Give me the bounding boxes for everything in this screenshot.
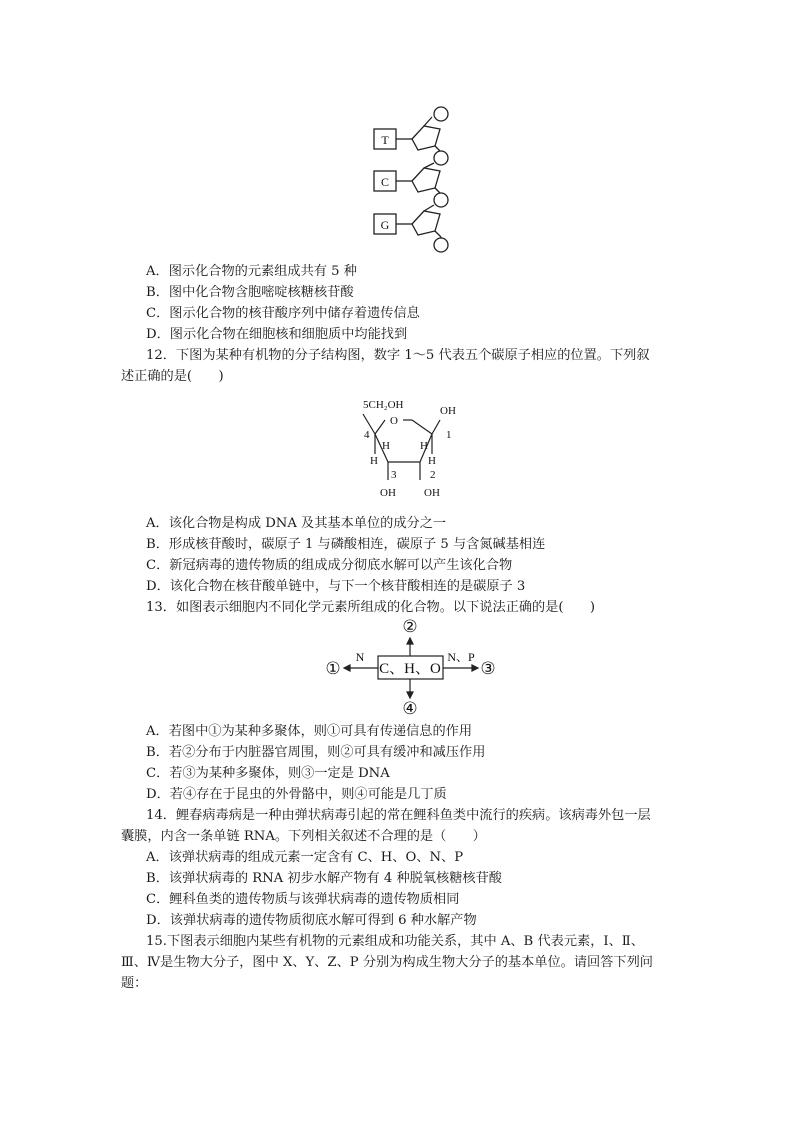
q13-stem: 13．如图表示细胞内不同化学元素所组成的化合物。以下说法正确的是( ) <box>146 600 596 615</box>
q15-text-line3: 题： <box>121 976 148 991</box>
q11-option-a: A．图示化合物的元素组成共有 5 种 <box>146 264 357 279</box>
oh-bottom-left-label: OH <box>380 487 396 499</box>
q14-stem: 14．鲤春病毒病是一种由弹状病毒引起的常在鲤科鱼类中流行的疾病。该病毒外包一层 <box>146 808 651 823</box>
element-compound-diagram <box>0 616 794 716</box>
ribose-structure-figure <box>0 392 794 512</box>
left-arrow-label: N <box>355 650 365 664</box>
q13-option-c: C．若③为某种多聚体，则③一定是 DNA <box>146 766 390 781</box>
center-elements-label: C、H、O <box>379 661 441 677</box>
nucleotide-unit-1 <box>374 107 448 155</box>
q11-option-c: C．图示化合物的核苷酸序列中储存着遗传信息 <box>146 306 420 321</box>
right-arrow-label: N、P <box>447 650 475 664</box>
q12-option-b: B．形成核苷酸时，碳原子 1 与磷酸相连，碳原子 5 与含氮碱基相连 <box>146 537 546 552</box>
base-label-1: T <box>381 133 389 147</box>
c2-label: 2 <box>430 469 436 481</box>
compound-3-number: ③ <box>480 659 496 678</box>
base-label-3: G <box>380 218 390 232</box>
q15-text-line1: 15.下图表示细胞内某些有机物的元素组成和功能关系，其中 A、B 代表元素，Ⅰ、Ⅱ、 <box>146 934 644 949</box>
q12-stem-cont: 述正确的是( ) <box>121 369 224 384</box>
c1-label: 1 <box>446 429 452 441</box>
c5-group-label: 5CH₂OH <box>363 399 404 411</box>
h-inner-right-label: H <box>420 440 428 452</box>
ring-oxygen-label: O <box>390 415 398 427</box>
q14-option-d: D．该弹状病毒的遗传物质彻底水解可得到 6 种水解产物 <box>146 913 477 928</box>
compound-2-number: ② <box>402 617 418 636</box>
q12-option-c: C．新冠病毒的遗传物质的组成成分彻底水解可以产生该化合物 <box>146 558 513 573</box>
oh-bottom-right-label: OH <box>424 487 440 499</box>
c4-label: 4 <box>364 429 370 441</box>
nucleotide-chain-figure <box>0 0 794 260</box>
q14-stem-cont: 囊膜，内含一条单链 RNA。下列相关叙述不合理的是（ ） <box>121 829 486 844</box>
q12-option-a: A．该化合物是构成 DNA 及其基本单位的成分之一 <box>146 516 447 531</box>
h-outer-left-label: H <box>370 455 378 467</box>
q14-option-a: A．该弹状病毒的组成元素一定含有 C、H、O、N、P <box>146 850 464 865</box>
oh-top-label: OH <box>440 405 456 417</box>
c3-label: 3 <box>391 469 397 481</box>
q14-option-b: B．该弹状病毒的 RNA 初步水解产物有 4 种脱氧核糖核苷酸 <box>146 871 502 886</box>
q13-option-d: D．若④存在于昆虫的外骨骼中，则④可能是几丁质 <box>146 787 447 802</box>
q12-option-d: D．该化合物在核苷酸单链中，与下一个核苷酸相连的是碳原子 3 <box>146 579 526 594</box>
nucleotide-unit-2 <box>374 151 448 197</box>
q11-option-b: B．图中化合物含胞嘧啶核糖核苷酸 <box>146 285 354 300</box>
h-outer-right-label: H <box>428 455 436 467</box>
q13-option-b: B．若②分布于内脏器官周围，则②可具有缓冲和减压作用 <box>146 745 486 760</box>
q13-option-a: A．若图中①为某种多聚体，则①可具有传递信息的作用 <box>146 724 473 739</box>
base-label-2: C <box>380 175 390 189</box>
compound-4-number: ④ <box>402 699 418 716</box>
compound-1-number: ① <box>325 659 341 678</box>
h-inner-left-label: H <box>382 440 390 452</box>
q11-option-d: D．图示化合物在细胞核和细胞质中均能找到 <box>146 327 408 342</box>
q14-option-c: C．鲤科鱼类的遗传物质与该弹状病毒的遗传物质相同 <box>146 892 460 907</box>
q12-stem: 12．下图为某种有机物的分子结构图，数字 1～5 代表五个碳原子相应的位置。下列叙 <box>146 348 650 363</box>
q15-text-line2: Ⅲ、Ⅳ是生物大分子，图中 X、Y、Z、P 分别为构成生物大分子的基本单位。请回答下列问 <box>121 955 653 970</box>
